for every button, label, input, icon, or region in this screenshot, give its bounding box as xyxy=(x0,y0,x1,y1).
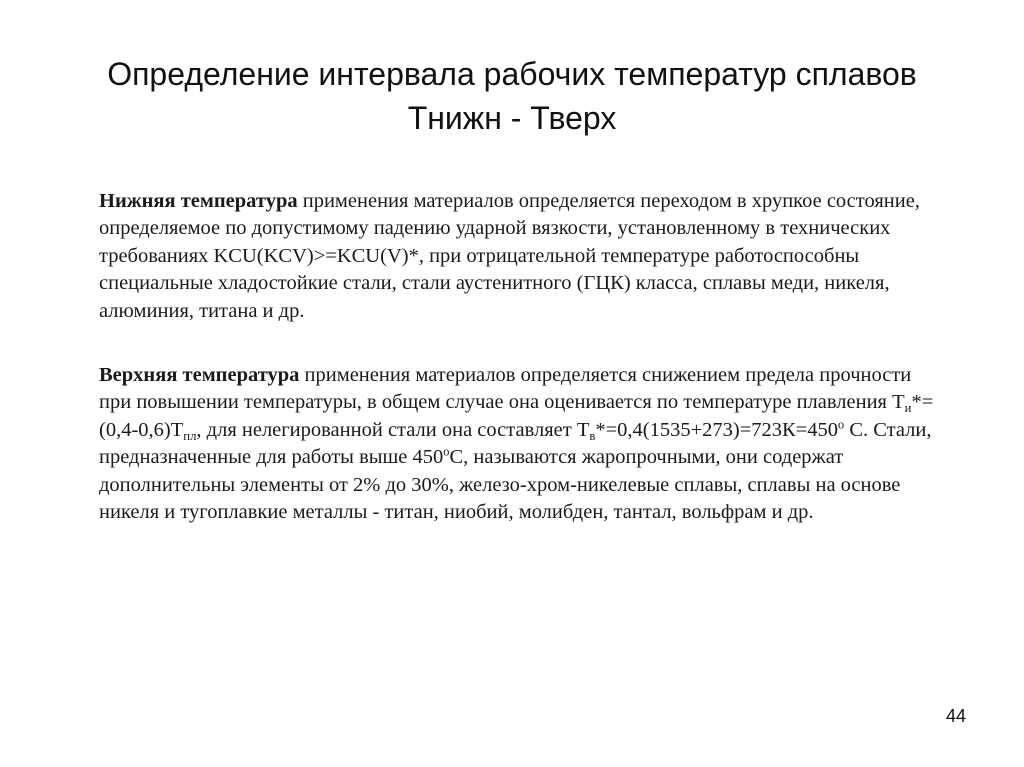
slide-title-line1: Определение интервала рабочих температур сплавов xyxy=(107,56,917,92)
paragraph-lower-temperature xyxy=(99,188,944,325)
paragraph-upper-temperature xyxy=(99,362,944,526)
upper-text-part5: С. Стали, предназначенные для работы выше 450 xyxy=(99,418,932,469)
page-number: 44 xyxy=(945,706,966,726)
degree-superscript-2: о xyxy=(443,444,450,459)
upper-text-part4: *=0,4(1535+273)=723К=450 xyxy=(595,418,839,441)
subscript-v: в xyxy=(589,428,596,443)
slide-title xyxy=(0,52,1024,140)
slide-title-line2: Тнижн - Тверх xyxy=(407,100,617,136)
term-lower-temperature: Нижняя температура xyxy=(99,190,298,212)
term-upper-temperature: Верхняя температура xyxy=(99,364,300,386)
upper-text-part1: применения материалов определяется снижением предела прочности при повышении температуры, в общем случае она оценивается по температуре плавления Т xyxy=(99,364,912,414)
subscript-pl: пл xyxy=(183,428,197,443)
upper-text-part6: С, называются жаропрочными, они содержат дополнительны элементы от 2% до 30%, железо-хром-никелевые сплавы, сплавы на основе никеля и тугоплавкие металлы - титан, ниобий, молибден, тантал, вольфрам и др. xyxy=(99,446,901,524)
paragraph-lower-temperature-text: применения материалов определяется переходом в хрупкое состояние, определяемое по допустимому падению ударной вязкости, установленному в технических требованиях KCU(KCV)>=KCU(V)*, при отрицательной температуре работоспособны специальные хладостойкие стали, стали аустенитного (ГЦК) класса, сплавы меди, никеля, алюминия, титана и др. xyxy=(99,190,920,322)
subscript-i: и xyxy=(904,401,912,416)
upper-text-part2: *=(0,4-0,6)Т xyxy=(99,391,934,441)
degree-superscript-1: о xyxy=(838,417,845,432)
upper-text-part3: , для нелегированной стали она составляет Т xyxy=(196,418,590,441)
